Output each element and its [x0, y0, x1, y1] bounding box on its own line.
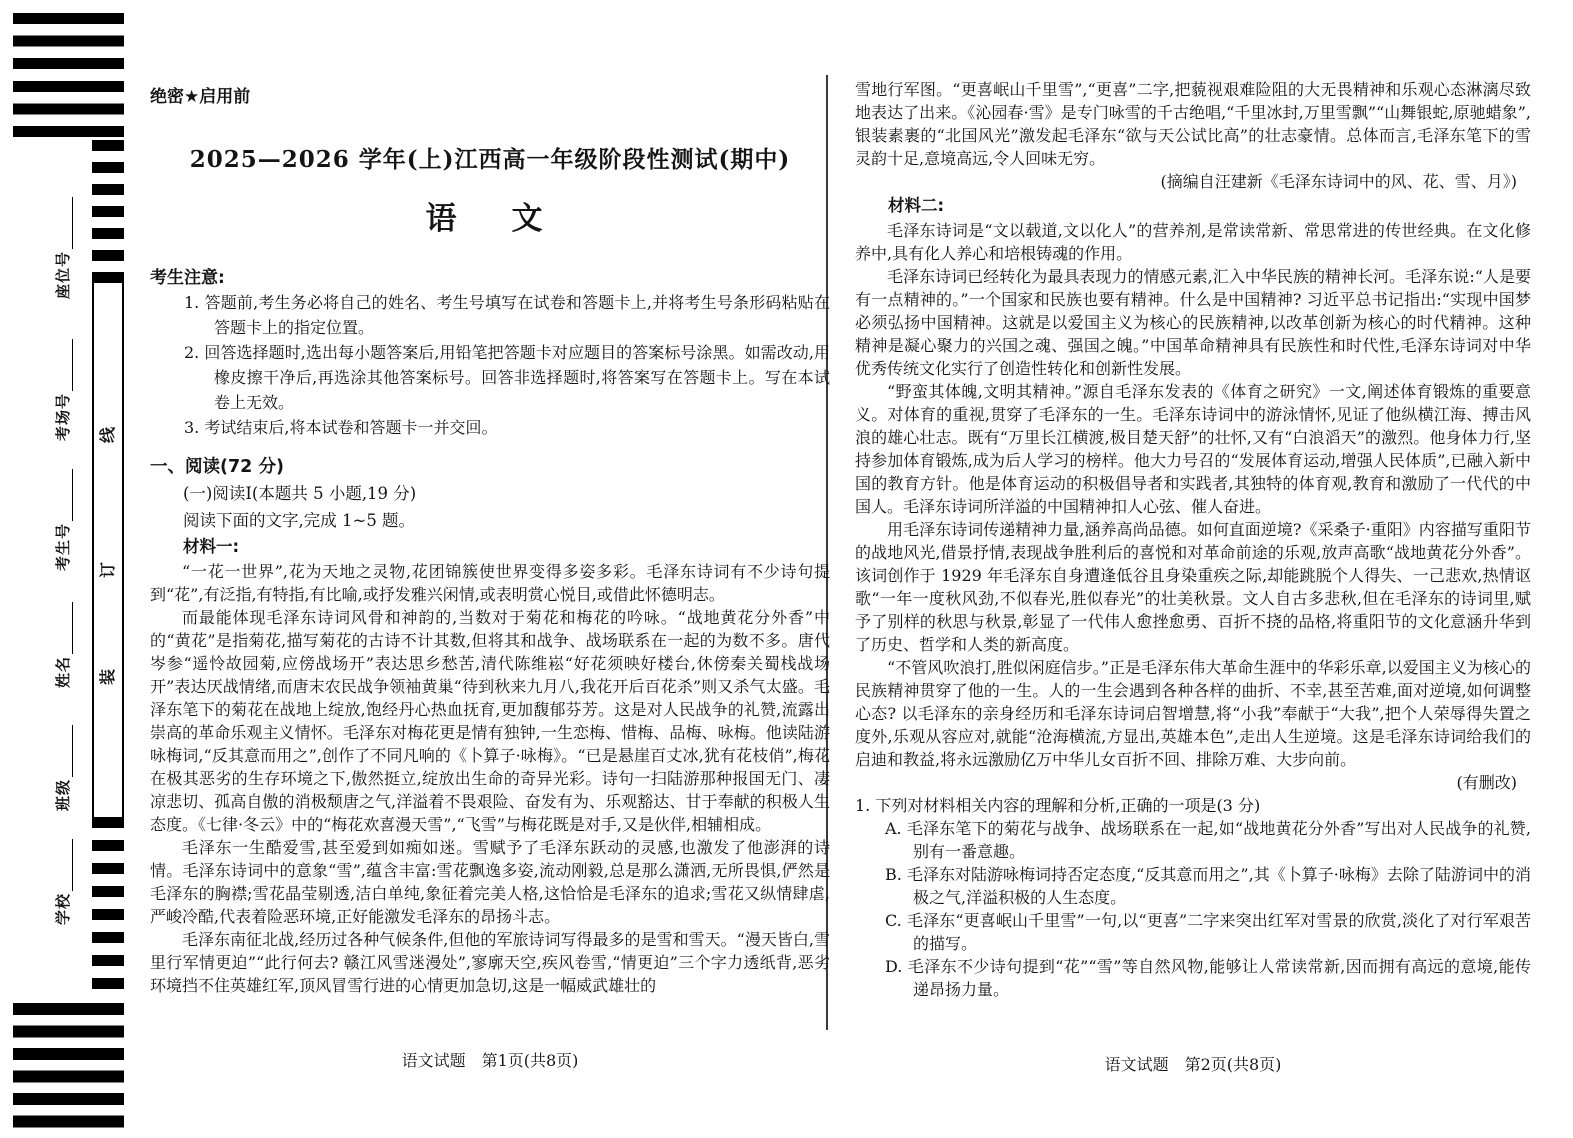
reading-instruction: 阅读下面的文字,完成 1~5 题。: [183, 511, 416, 530]
subject-title: 语 文: [425, 201, 555, 237]
section-heading-reading: 一、阅读(72 分): [150, 457, 284, 477]
question-1-option-d: D. 毛泽东不少诗句提到“花”“雪”等自然风物,能够让人常读常新,因而拥有高远的意境,能传递昂扬力量。: [885, 957, 1531, 999]
subsection-heading: (一)阅读Ⅰ(本题共 5 小题,19 分): [183, 484, 417, 503]
notice-heading: 考生注意:: [150, 268, 225, 288]
material-1-paragraph-3: 毛泽东一生酷爱雪,甚至爱到如痴如迷。雪赋予了毛泽东跃动的灵感,也激发了他澎湃的诗情。毛泽东诗词中的意象“雪”,蕴含丰富:雪花飘逸多姿,流动刚毅,总是那么潇洒,无所畏惧,俨然是毛泽东的胸襟;雪花晶莹剔透,洁白单纯,象征着完美人格,这恰恰是毛泽东的追求;雪花又纵情肆虐,严峻冷酷,代表着险恶环境,正好能激发毛泽东的昂扬斗志。: [150, 838, 830, 926]
blank-line: [58, 725, 73, 777]
notice-item-2: 2. 回答选择题时,选出每小题答案后,用铅笔把答题卡对应题目的答案标号涂黑。如需改动,用橡皮擦干净后,再选涂其他答案标号。回答非选择题时,将答案写在答题卡上。写在本试卷上无效。: [184, 343, 830, 412]
registration-marks-bottom-small: [92, 817, 124, 989]
material-2-paragraph-5: “不管风吹浪打,胜似闲庭信步。”正是毛泽东伟大革命生涯中的华彩乐章,以爱国主义为核心的民族精神贯穿了他的一生。人的一生会遇到各种各样的曲折、不幸,甚至苦难,面对逆境,如何调整心态? 以毛泽东的亲身经历和毛泽东诗词启智增慧,将“小我”奉献于“大我”,把个人荣辱得失置之度外,乐观从容应对,就能“沧海横流,方显出,英雄本色”,走出人生逆境。这是毛泽东诗词给我们的启迪和教益,将永远激励亿万中华儿女百折不回、排除万难、大步向前。: [855, 658, 1531, 769]
registration-marks-top-small: [92, 140, 124, 283]
binding-char-bind: 装: [98, 669, 117, 686]
source-attribution: (摘编自汪建新《毛泽东诗词中的风、花、雪、月》): [1160, 172, 1517, 191]
material-1-paragraph-2: 而最能体现毛泽东诗词风骨和神韵的,当数对于菊花和梅花的吟咏。“战地黄花分外香”中的“黄花”是指菊花,描写菊花的古诗不计其数,但将其和战争、战场联系在一起的为数不多。唐代岑参“遥怜故园菊,应傍战场开”表达思乡愁苦,清代陈维崧“好花须映好楼台,休傍秦关蜀栈战场开”表达厌战情绪,而唐末农民战争领袖黄巢“待到秋来九月八,我花开后百花杀”则又杀气太盛。毛泽东笔下的菊花在战地上绽放,饱经丹心热血抚育,更加馥郁芬芳。这是对人民战争的礼赞,流露出崇高的革命乐观主义情怀。毛泽东对梅花更是情有独钟,一生恋梅、惜梅、品梅、咏梅。他读陆游咏梅词,“反其意而用之”,创作了不同凡响的《卜算子·咏梅》。“已是悬崖百丈冰,犹有花枝俏”,梅花在极其恶劣的生存环境之下,傲然挺立,绽放出生命的奇异光彩。诗句一扫陆游那种报国无门、凄凉悲切、孤高自傲的消极颓唐之气,洋溢着不畏艰险、奋发有为、乐观豁达、甘于奉献的积极人生态度。《七律·冬云》中的“梅花欢喜漫天雪”,“飞雪”与梅花既是对手,又是伙伴,相辅相成。: [150, 608, 830, 834]
question-1-option-b: B. 毛泽东对陆游咏梅词持否定态度,“反其意而用之”,其《卜算子·咏梅》去除了陆游词中的消极之气,洋溢积极的人生态度。: [885, 865, 1531, 907]
notice-item-3: 3. 考试结束后,将本试卷和答题卡一并交回。: [184, 418, 498, 437]
blank-line: [58, 602, 73, 654]
blank-line: [58, 469, 73, 521]
exam-title: 2025—2026 学年(上)江西高一年级阶段性测试(期中): [189, 146, 791, 173]
notice-item-1: 1. 答题前,考生务必将自己的姓名、考生号填写在试卷和答题卡上,并将考生号条形码粘贴在答题卡上的指定位置。: [184, 293, 830, 337]
field-school: [51, 802, 73, 962]
field-school-label: 学校: [54, 893, 72, 926]
material-2-paragraph-1: 毛泽东诗词是“文以载道,文以化人”的营养剂,是常读常新、常思常进的传世经典。在文化修养中,具有化人养心和培根铸魂的作用。: [855, 221, 1531, 263]
material-1-label: 材料一:: [183, 537, 240, 556]
question-1-option-c: C. 毛泽东“更喜岷山千里雪”一句,以“更喜”二字来突出红军对雪景的欣赏,淡化了对行军艰苦的描写。: [885, 911, 1531, 953]
material-2-paragraph-3: “野蛮其体魄,文明其精神。”源自毛泽东发表的《体育之研究》一文,阐述体育锻炼的重要意义。对体育的重视,贯穿了毛泽东的一生。毛泽东诗词中的游泳情怀,见证了他纵横江海、搏击风浪的雄心壮志。既有“万里长江横渡,极目楚天舒”的壮怀,又有“白浪滔天”的激烈。他身体力行,坚持参加体育锻炼,成为后人学习的榜样。他大力号召的“发展体育运动,增强人民体质”,已融入新中国的教育方针。他是体育运动的积极倡导者和实践者,其独特的体育观,教育和激励了一代代的中国人。毛泽东诗词所洋溢的中国精神扣人心弦、催人奋进。: [855, 382, 1531, 516]
field-room-number-label: 考场号: [54, 393, 72, 442]
registration-marks-bottom: [13, 1003, 124, 1128]
blank-line: [58, 339, 73, 391]
question-1-option-a: A. 毛泽东笔下的菊花与战争、战场联系在一起,如“战地黄花分外香”写出对人民战争的礼赞,别有一番意趣。: [885, 819, 1531, 861]
field-seat-number-label: 座位号: [54, 251, 72, 300]
binding-line-strip: [92, 283, 124, 817]
blank-line: [58, 839, 73, 891]
material-1-paragraph-1: “一花一世界”,花为天地之灵物,花团锦簇使世界变得多姿多彩。毛泽东诗词有不少诗句提到“花”,有泛指,有特指,有比喻,或抒发雅兴闲情,或表明赏心悦目,或借此怀德明志。: [150, 562, 830, 604]
material-2-paragraph-4: 用毛泽东诗词传递精神力量,涵养高尚品德。如何直面逆境?《采桑子·重阳》内容描写重阳节的战地风光,借景抒情,表现战争胜利后的喜悦和对革命前途的乐观,放声高歌“战地黄花分外香”。该词创作于 1929 年毛泽东自身遭逢低谷且身染重疾之际,却能跳脱个人得失、一己悲欢,热情讴歌“一年一度秋风劲,不似春光,胜似春光”的壮美秋景。文人自古多悲秋,但在毛泽东的诗词里,赋予了别样的秋思与秋景,彰显了一代伟人愈挫愈勇、百折不挠的品格,将重阳节的文化意涵升华到了历史、哲学和人类的新高度。: [855, 520, 1531, 654]
continuation-paragraph: 雪地行军图。“更喜岷山千里雪”,“更喜”二字,把藐视艰难险阻的大无畏精神和乐观心态淋漓尽致地表达了出来。《沁园春·雪》是专门咏雪的千古绝唱,“千里冰封,万里雪飘”“山舞银蛇,原驰蜡象”,银装素裹的“北国风光”激发起毛泽东“欲与天公试比高”的壮志豪情。总体而言,毛泽东笔下的雪灵韵十足,意境高远,令人回味无穷。: [855, 80, 1531, 168]
page-1: [150, 78, 830, 997]
field-candidate-number-label: 考生号: [54, 523, 72, 572]
field-name-label: 姓名: [54, 656, 72, 689]
material-2-label: 材料二:: [888, 196, 945, 215]
binding-char-line: 线: [98, 427, 117, 444]
question-1-stem: 1. 下列对材料相关内容的理解和分析,正确的一项是(3 分): [855, 796, 1261, 815]
page-1-footer: 语文试题 第1页(共8页): [401, 1051, 579, 1070]
page-2: [855, 78, 1531, 1001]
field-class-label: 班级: [54, 779, 72, 812]
material-1-paragraph-4: 毛泽东南征北战,经历过各种气候条件,但他的军旅诗词写得最多的是雪和雪天。“漫天皆白,雪里行军情更迫”“此行何去? 赣江风雪迷漫处”,寥廓天空,疾风卷雪,“情更迫”三个字力透纸背,恶劣环境挡不住英雄红军,顶风冒雪行进的心情更加急切,这是一幅威武雄壮的: [150, 930, 830, 995]
deletion-note: (有删改): [1456, 773, 1517, 792]
material-2-paragraph-2: 毛泽东诗词已经转化为最具表现力的情感元素,汇入中华民族的精神长河。毛泽东说:“人是要有一点精神的。”一个国家和民族也要有精神。什么是中国精神? 习近平总书记指出:“实现中国梦必须弘扬中国精神。这就是以爱国主义为核心的民族精神,以改革创新为核心的时代精神。这种精神是凝心聚力的兴国之魂、强国之魄。”中国革命精神具有民族性和时代性,毛泽东诗词对中华优秀传统文化实行了创造性转化和创新性发展。: [855, 267, 1531, 378]
blank-line: [58, 197, 73, 249]
page-2-footer: 语文试题 第2页(共8页): [1104, 1055, 1282, 1074]
registration-marks-top: [13, 13, 124, 137]
classification-banner: 绝密★启用前: [150, 87, 251, 107]
binding-char-stitch: 订: [98, 562, 117, 579]
field-seat-number: [51, 168, 73, 328]
